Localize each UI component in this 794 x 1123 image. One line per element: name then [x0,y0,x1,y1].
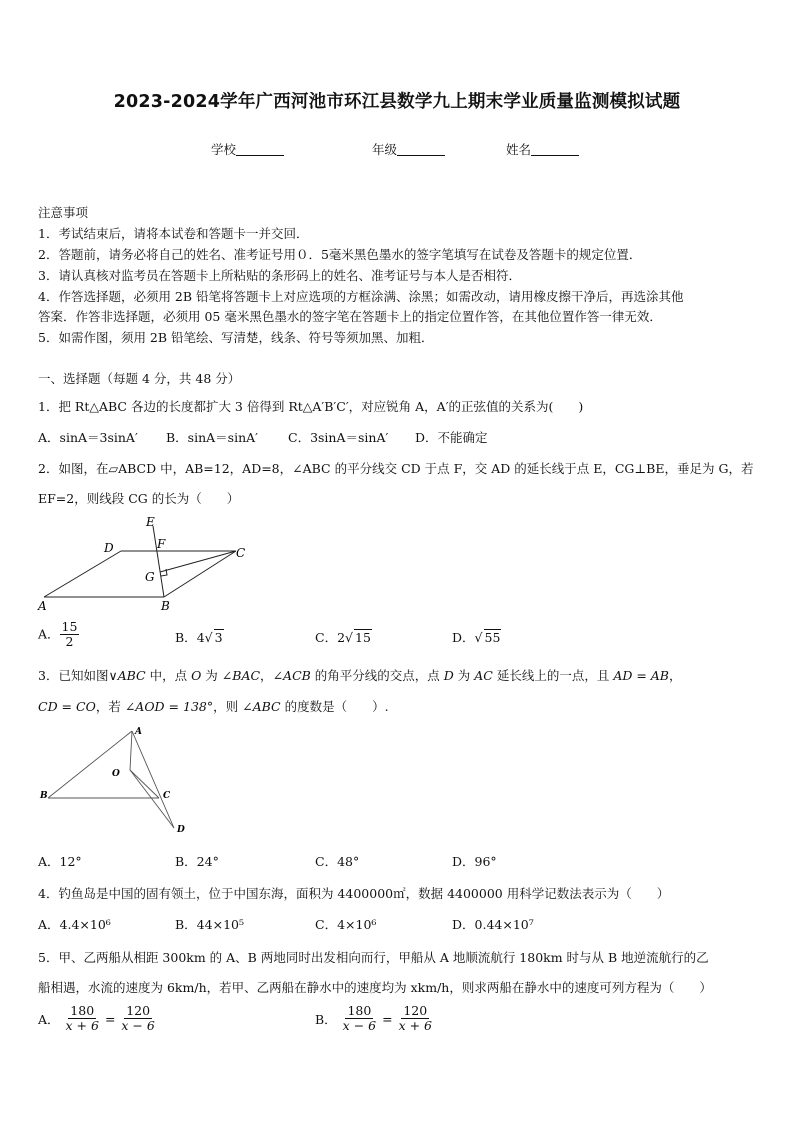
q2-option-a: A． $\frac{15}{2}$ [38,619,78,650]
q4-option-c: C．4×10⁶ [315,917,377,932]
q2-option-b: B．4√ 3 [175,630,223,645]
notice-item: 2．答题前，请务必将自己的姓名、准考证号用０．5毫米黑色墨水的签字笔填写在试卷及答题卡的规定位置． [38,247,642,262]
fraction: $\frac{15}{2}$ [61,619,78,650]
q1-option-b: B．sinA＝sinA′ [166,430,259,445]
notice-item: 5．如需作图，须用 2B 铅笔绘、写清楚，线条、符号等须加黑、加粗． [38,330,434,345]
parallelogram-figure [30,510,260,620]
label-d: D [104,541,114,555]
q1-option-a: A．sinA＝3sinA′ [38,430,138,445]
label-a: A [38,599,47,613]
q5-option-a: A． $\frac{180}{x + 6}$ = $\frac{120}{x - 6}$ [38,1003,155,1034]
fraction: $\frac{120}{x - 6}$ [121,1003,155,1034]
q3-option-c: C．48° [315,854,360,869]
q1-option-d: D．不能确定 [415,430,488,445]
q4-option-a: A．4.4×10⁶ [38,917,111,932]
school-field [211,140,284,158]
q3-option-a: A．12° [38,854,82,869]
q3-option-d: D．96° [452,854,497,869]
label-f: F [157,537,166,551]
q3-option-b: B．24° [175,854,219,869]
question-1-stem: 1．把 Rt△ABC 各边的长度都扩大 3 倍得到 Rt△A′B′C′，对应锐角 A，A′的正弦值的关系为( ) [38,399,584,414]
fraction: $\frac{180}{x + 6}$ [65,1003,99,1034]
label-e: E [146,515,155,529]
notice-item: 答案．作答非选择题，必须用 05 毫米黑色墨水的签字笔在答题卡上的指定位置作答，在其他位置作答一律无效． [38,309,662,324]
question-2-stem: 2．如图，在▱ABCD 中，AB=12，AD=8，∠ABC 的平分线交 CD 于点 F，交 AD 的延长线于点 E，CG⊥BE，垂足为 G，若 [38,461,754,476]
notice-item: 4．作答选择题，必须用 2B 铅笔将答题卡上对应选项的方框涂满、涂黑；如需改动，请用橡皮擦干净后，再选涂其他 [38,289,684,304]
label-o: O [112,769,120,779]
name-label: 姓名 [506,142,532,157]
question-2-stem-cont: EF=2，则线段 CG 的长为（ ） [38,491,240,506]
question-3-stem: 3．已知如图∨ABC 中，点 O 为 ∠BAC，∠ACB 的角平分线的交点，点 D 为 AC 延长线上的一点，且 AD = AB， [38,668,682,683]
question-4-stem: 4．钓鱼岛是中国的固有领土，位于中国东海，面积为 4400000㎡，数据 4400000 用科学记数法表示为（ ） [38,886,670,901]
name-field [506,140,579,158]
q2-option-d: D．√ 55 [452,630,501,645]
label-g: G [145,570,155,584]
q2-option-c: C．2√ 15 [315,630,371,645]
q5-option-b: B． $\frac{180}{x - 6}$ = $\frac{120}{x + 6}$ [315,1003,432,1034]
page-title: 2023-2024学年广西河池市环江县数学九上期末学业质量监测模拟试题 [113,92,681,112]
fraction: $\frac{180}{x - 6}$ [342,1003,377,1034]
notice-item: 1．考试结束后，请将本试卷和答题卡一并交回． [38,226,309,241]
question-3-stem-cont: CD = CO，若 ∠AOD = 138°，则 ∠ABC 的度数是（ ）. [38,699,389,714]
notice-item: 3．请认真核对监考员在答题卡上所粘贴的条形码上的姓名、准考证号与本人是否相符． [38,268,521,283]
question-5-stem: 5．甲、乙两船从相距 300km 的 A、B 两地同时出发相向而行，甲船从 A 地顺流航行 180km 时与从 B 地逆流航行的乙 [38,950,709,965]
grade-field [372,140,445,158]
grade-label: 年级 [372,142,398,157]
q1-option-c: C．3sinA＝sinA′ [288,430,389,445]
fraction: $\frac{120}{x + 6}$ [398,1003,432,1034]
label-c: C [236,546,246,560]
triangle-figure [36,722,206,840]
q4-option-b: B．44×10⁵ [175,917,244,932]
school-label: 学校 [211,142,237,157]
label-d: D [177,825,185,835]
section-heading: 一、选择题（每题 4 分，共 48 分） [38,371,241,386]
question-5-stem-cont: 船相遇，水流的速度为 6km/h，若甲、乙两船在静水中的速度均为 xkm/h，则求两船在静水中的速度可列方程为（ ） [38,980,712,995]
notice-heading: 注意事项 [38,205,89,220]
q4-option-d: D．0.44×10⁷ [452,917,534,932]
label-b: B [40,791,48,801]
label-c: C [163,791,171,801]
label-b: B [161,599,170,613]
label-a: A [135,727,142,737]
